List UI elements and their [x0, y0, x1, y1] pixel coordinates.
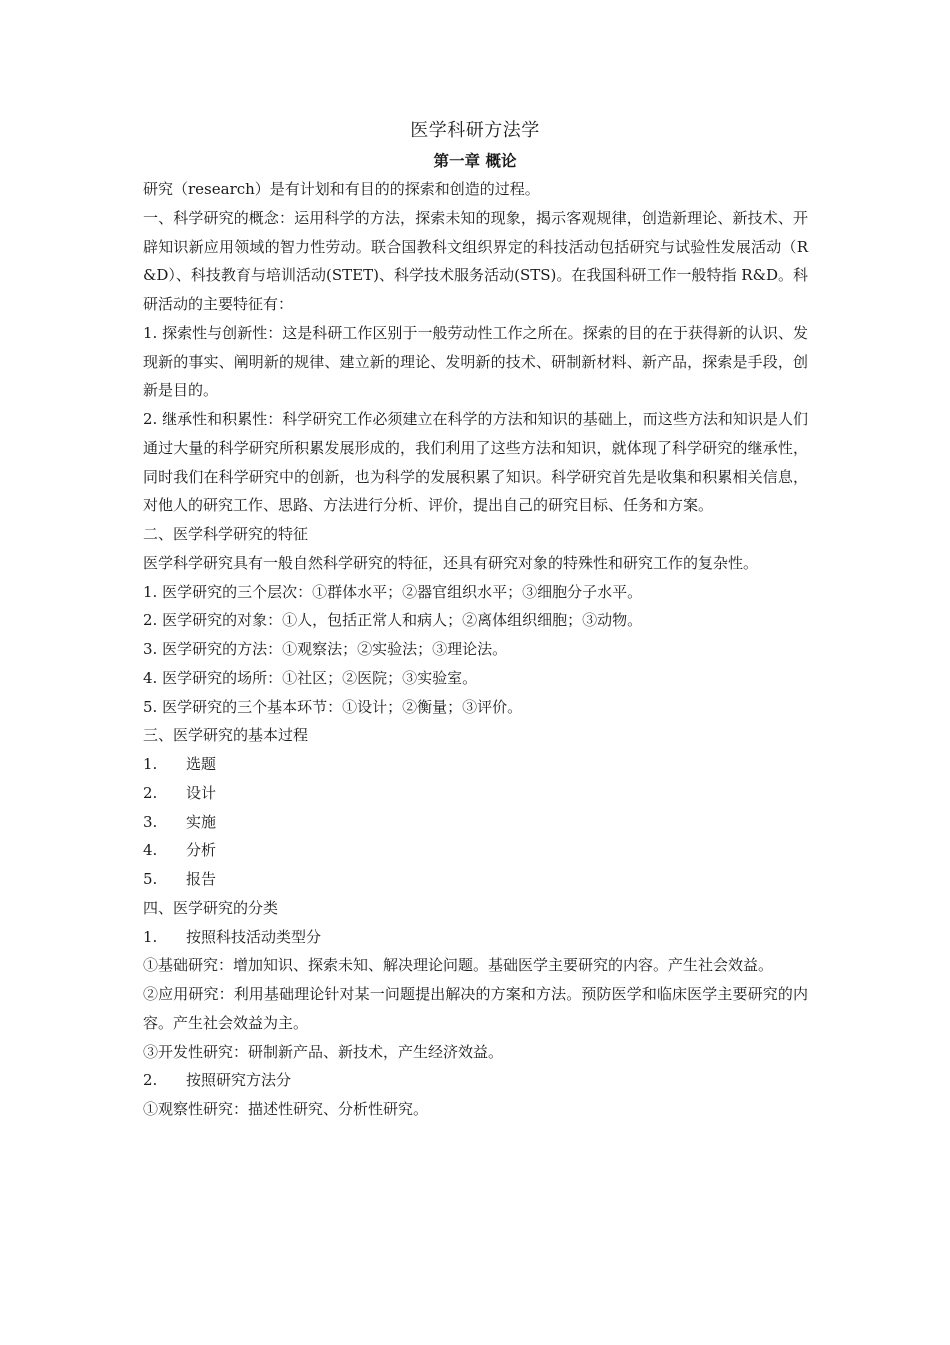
- paragraph: 1. 探索性与创新性：这是科研工作区别于一般劳动性工作之所在。探索的目的在于获得新的认识、发现新的事实、阐明新的规律、建立新的理论、发明新的技术、研制新材料、新产品，探索是手段，创新是目的。: [143, 323, 808, 400]
- process-step: [143, 808, 808, 837]
- list-item: 1. 医学研究的三个层次：①群体水平；②器官组织水平；③细胞分子水平。: [143, 582, 643, 601]
- step-number: 2.: [143, 783, 158, 802]
- classification-item: ①基础研究：增加知识、探索未知、解决理论问题。基础医学主要研究的内容。产生社会效益。: [143, 956, 774, 975]
- subsection-number: 2.: [143, 1071, 158, 1090]
- list-item: 3. 医学研究的方法：①观察法；②实验法；③理论法。: [143, 640, 508, 658]
- chapter-heading: 第一章 概论: [433, 152, 517, 170]
- paragraph: 2. 继承性和积累性：科学研究工作必须建立在科学的方法和知识的基础上，而这些方法和知识是人们通过大量的科学研究所积累发展形成的，我们利用了这些方法和知识，就体现了科学研究的继承性，同时我们在科学研究中的创新，也为科学的发展积累了知识。科学研究首先是收集和积累相关信息，对他人的研究工作、思路、方法进行分析、评价，提出自己的研究目标、任务和方案。: [143, 410, 808, 515]
- step-text: 报告: [186, 870, 217, 888]
- step-number: 4.: [143, 841, 158, 860]
- step-text: 实施: [186, 812, 217, 831]
- section-heading: 三、医学研究的基本过程: [143, 726, 309, 745]
- subsection-text: 按照研究方法分: [186, 1071, 292, 1090]
- list-item: 2. 医学研究的对象：①人，包括正常人和病人；②离体组织细胞；③动物。: [143, 611, 643, 630]
- subsection-text: 按照科技活动类型分: [186, 927, 322, 946]
- subsection-number: 1.: [143, 927, 158, 946]
- step-number: 5.: [143, 870, 158, 888]
- process-step: [143, 836, 808, 865]
- subsection-heading: [143, 923, 808, 952]
- classification-item: ①观察性研究：描述性研究、分析性研究。: [143, 1100, 429, 1118]
- subsection-heading: [143, 1066, 808, 1095]
- step-number: 3.: [143, 812, 158, 831]
- list-item: 5. 医学研究的三个基本环节：①设计；②衡量；③评价。: [143, 697, 523, 716]
- section-heading: 四、医学研究的分类: [143, 898, 279, 917]
- process-step: [143, 865, 808, 894]
- paragraph: 研究（research）是有计划和有目的的探索和创造的过程。: [143, 180, 540, 198]
- step-text: 选题: [186, 755, 217, 773]
- classification-item: ②应用研究：利用基础理论针对某一问题提出解决的方案和方法。预防医学和临床医学主要研究的内容。产生社会效益为主。: [143, 985, 808, 1032]
- paragraph: 医学科学研究具有一般自然科学研究的特征，还具有研究对象的特殊性和研究工作的复杂性。: [143, 553, 759, 572]
- document-title: 医学科研方法学: [410, 120, 540, 141]
- step-text: 设计: [186, 783, 217, 802]
- process-step: [143, 779, 808, 808]
- document-body: [143, 175, 808, 1124]
- process-step: [143, 750, 808, 779]
- step-number: 1.: [143, 755, 158, 773]
- section-heading: 二、医学科学研究的特征: [143, 525, 309, 543]
- classification-item: ③开发性研究：研制新产品、新技术，产生经济效益。: [143, 1042, 504, 1061]
- list-item: 4. 医学研究的场所：①社区；②医院；③实验室。: [143, 668, 478, 687]
- paragraph: 一、科学研究的概念：运用科学的方法，探索未知的现象，揭示客观规律，创造新理论、新技术、开辟知识新应用领域的智力性劳动。联合国教科文组织界定的科技活动包括研究与试验性发展活动（R&D）、科技教育与培训活动(STET)、科学技术服务活动(STS)。在我国科研工作一般特指 R&D。科研活动的主要特征有：: [143, 208, 808, 313]
- step-text: 分析: [186, 841, 217, 860]
